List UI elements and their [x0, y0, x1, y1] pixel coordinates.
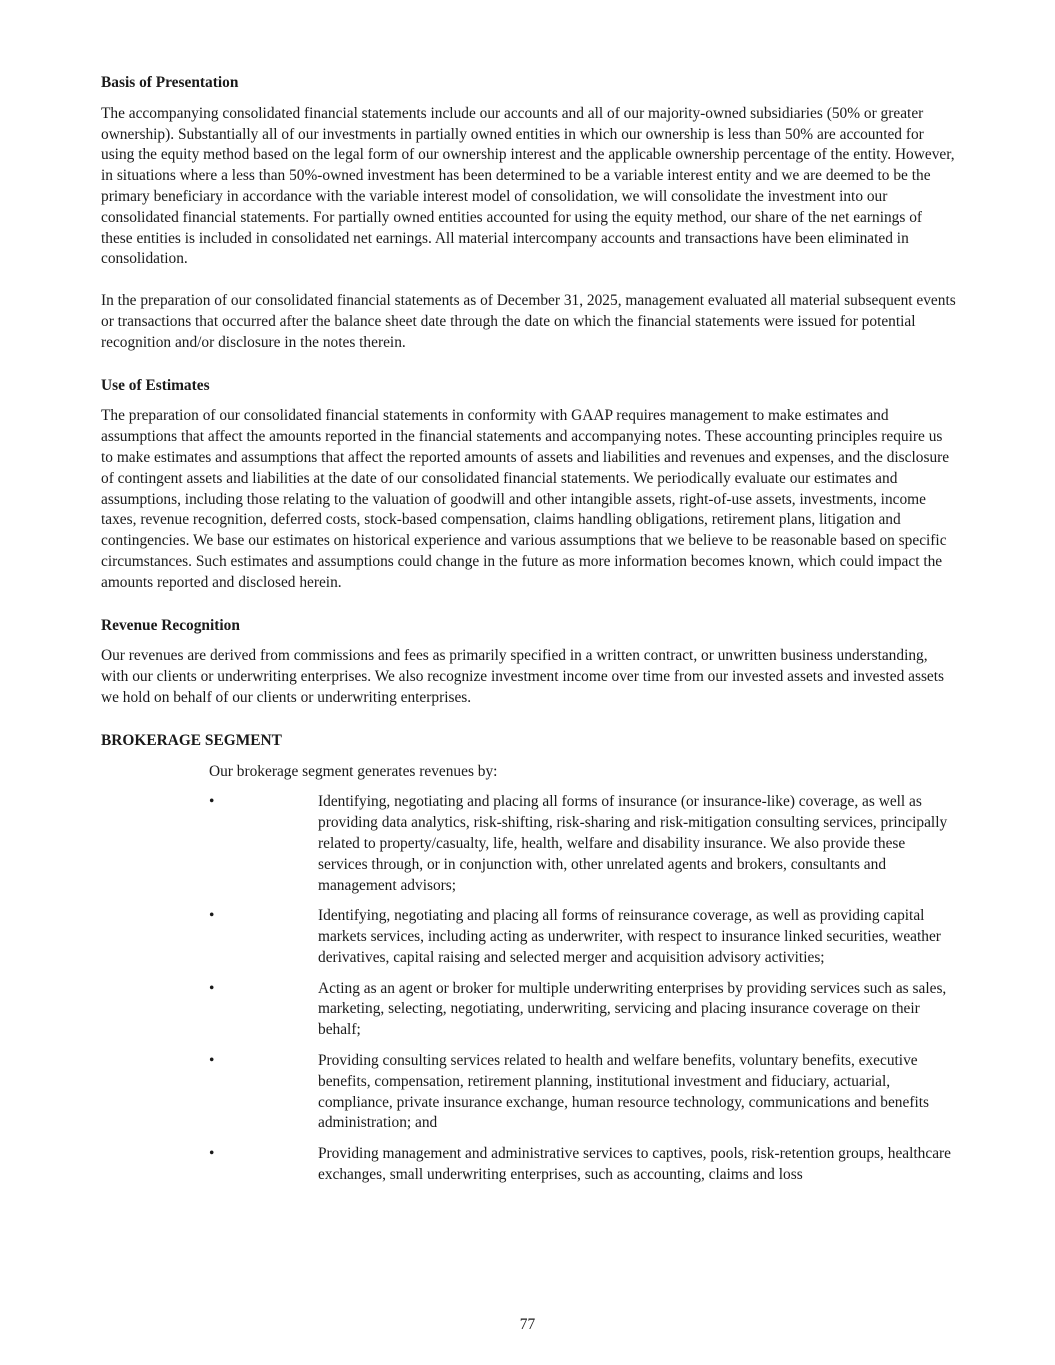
list-item [101, 1144, 957, 1186]
list-item-text: Providing consulting services related to health and welfare benefits, voluntary benefits, executive benefits, compensation, retirement planning, institutional investment and fiduciary, actuarial, compliance, private insurance exchange, human resource technology, communications and benefits administration; and [318, 1052, 929, 1132]
page-number: 77 [519, 1316, 536, 1333]
list-item [101, 1051, 957, 1134]
list-item-text: Identifying, negotiating and placing all forms of reinsurance coverage, as well as providing capital markets services, including acting as underwriter, with respect to insurance linked securities, weather derivatives, capital raising and selected merger and acquisition advisory activities; [318, 907, 941, 966]
brokerage-segment-section [101, 731, 957, 1186]
section-heading: BROKERAGE SEGMENT [101, 731, 282, 749]
paragraph: Our revenues are derived from commissions and fees as primarily specified in a written contract, or unwritten business understanding, with our clients or underwriting enterprises. We also recognize investment income over time from our invested assets and invested assets we hold on behalf of our clients or underwriting enterprises. [101, 647, 945, 706]
list-item-text: Identifying, negotiating and placing all forms of insurance (or insurance-like) coverage, as well as providing data analytics, risk-shifting, risk-sharing and risk-mitigation consulting services, principally related to property/casualty, life, health, welfare and disability insurance. We also provide these services through, or in conjunction with, other unrelated agents and brokers, consultants and management advisors; [318, 793, 948, 894]
bullet-icon: • [209, 1145, 215, 1163]
bullet-icon: • [209, 1052, 215, 1070]
paragraph: The accompanying consolidated financial statements include our accounts and all of our majority-owned subsidiaries (50% or greater ownership). Substantially all of our investments in partially owned entities in which our ownership is less than 50% are accounted for using the equity method based on the legal form of our ownership interest and the applicable ownership percentage of the entity. However, in situations where a less than 50%-owned investment has been determined to be a variable interest entity and we are deemed to be the primary beneficiary in accordance with the variable interest model of consolidation, we will consolidate the investment into our consolidated financial statements. For partially owned entities accounted for using the equity method, our share of the net earnings of these entities is included in consolidated net earnings. All material intercompany accounts and transactions have been eliminated in consolidation. [101, 104, 955, 268]
basis-of-presentation-section [101, 73, 957, 354]
document-page [101, 73, 957, 1196]
bullet-icon: • [209, 979, 215, 997]
list-item-text: Acting as an agent or broker for multiple underwriting enterprises by providing services such as sales, marketing, selecting, negotiating, underwriting, servicing and placing insurance coverage on their behalf; [318, 979, 947, 1039]
section-heading: Use of Estimates [101, 376, 210, 394]
use-of-estimates-section [101, 376, 957, 594]
bullet-list [101, 792, 957, 1186]
list-item-text: Providing management and administrative services to captives, pools, risk-retention groups, healthcare exchanges, small underwriting enterprises, such as accounting, claims and loss [318, 1145, 951, 1184]
revenue-recognition-section [101, 616, 957, 709]
list-item [101, 906, 957, 968]
paragraph: In the preparation of our consolidated financial statements as of December 31, 2025, management evaluated all material subsequent events or transactions that occurred after the balance sheet date through the date on which the financial statements were issued for potential recognition and/or disclosure in the notes therein. [101, 292, 956, 351]
bullet-icon: • [209, 793, 215, 811]
list-item [101, 979, 957, 1041]
list-item [101, 792, 957, 896]
bullet-icon: • [209, 907, 215, 925]
section-heading: Basis of Presentation [101, 74, 239, 91]
list-intro: Our brokerage segment generates revenues by: [209, 762, 498, 780]
section-heading: Revenue Recognition [101, 616, 240, 634]
paragraph: The preparation of our consolidated financial statements in conformity with GAAP requires management to make estimates and assumptions that affect the amounts reported in the financial statements and accompanying notes. These accounting principles require us to make estimates and assumptions that affect the reported amounts of assets and liabilities and revenues and expenses, and the disclosure of contingent assets and liabilities at the date of our consolidated financial statements. We periodically evaluate our estimates and assumptions, including those relating to the valuation of goodwill and other intangible assets, right-of-use assets, investments, income taxes, revenue recognition, deferred costs, stock-based compensation, claims handling obligations, retirement plans, litigation and contingencies. We base our estimates on historical experience and various assumptions that we believe to be reasonable based on specific circumstances. Such estimates and assumptions could change in the future as more information becomes known, which could impact the amounts reported and disclosed herein. [101, 407, 950, 591]
